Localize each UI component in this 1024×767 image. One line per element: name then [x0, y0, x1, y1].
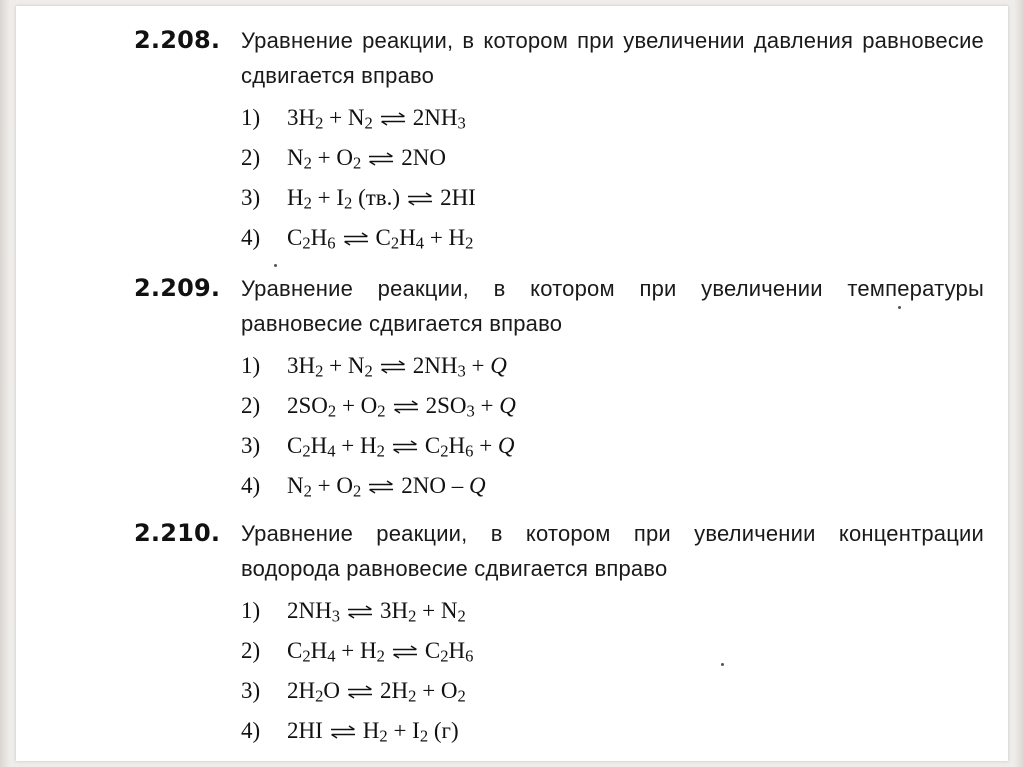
- formula-text: + O: [416, 678, 458, 703]
- reaction-equation: [287, 225, 474, 253]
- equilibrium-arrows-icon: [392, 440, 418, 454]
- subscript: 4: [415, 233, 425, 253]
- equilibrium-arrows-icon: [407, 192, 433, 206]
- reaction-equation: [287, 718, 459, 746]
- formula-text: +: [465, 353, 491, 378]
- problem-2-208: [134, 23, 1004, 258]
- answer-option: [241, 98, 1004, 138]
- formula-text: + O: [311, 473, 353, 498]
- answer-option: [241, 591, 1004, 631]
- subscript: 2: [302, 646, 311, 666]
- print-speck: [721, 663, 724, 666]
- subscript: 2: [353, 153, 362, 173]
- subscript: 2: [457, 686, 466, 706]
- problem-text: Уравнение реакции, в котором при увеличении концентрации водорода равновесие сдвигается вправо: [241, 521, 984, 581]
- subscript: 3: [457, 361, 466, 381]
- formula-text: N: [287, 473, 304, 498]
- formula-text: O: [323, 678, 341, 703]
- formula-text: H: [362, 718, 380, 743]
- equilibrium-arrows-icon: [347, 685, 373, 699]
- answer-options: [134, 98, 1004, 258]
- equilibrium-arrows-icon: [347, 605, 373, 619]
- equilibrium-arrows-icon: [380, 360, 406, 374]
- subscript: 2: [364, 113, 373, 133]
- subscript: 2: [315, 361, 324, 381]
- reaction-equation: [287, 145, 447, 173]
- subscript: 2: [457, 606, 466, 626]
- reaction-equation: [287, 353, 507, 381]
- formula-text: + O: [311, 145, 353, 170]
- subscript: 2: [440, 441, 449, 461]
- problem-stem: [134, 23, 984, 93]
- formula-text: + H: [424, 225, 466, 250]
- formula-text: 2SO: [287, 393, 328, 418]
- print-speck: [898, 306, 901, 309]
- option-index: 3): [241, 185, 261, 210]
- formula-text: 2NH: [412, 353, 458, 378]
- heat-symbol: Q: [490, 353, 507, 378]
- formula-text: + I: [311, 185, 345, 210]
- formula-text: H: [310, 638, 328, 663]
- answer-option: [241, 346, 1004, 386]
- option-index: 2): [241, 393, 261, 418]
- problem-2-210: [134, 516, 1004, 751]
- subscript: 2: [408, 606, 417, 626]
- subscript: 2: [419, 726, 429, 746]
- formula-text: + O: [336, 393, 378, 418]
- subscript: 2: [379, 726, 388, 746]
- problem-number: 2.209.: [134, 274, 221, 302]
- subscript: 2: [327, 401, 337, 421]
- subscript: 2: [315, 686, 324, 706]
- formula-text: H: [287, 185, 304, 210]
- answer-option: [241, 218, 1004, 258]
- answer-option: [241, 386, 1004, 426]
- formula-text: 2NH: [412, 105, 458, 130]
- subscript: 2: [376, 646, 385, 666]
- equilibrium-arrows-icon: [343, 232, 369, 246]
- formula-text: + N: [323, 105, 365, 130]
- formula-text: 2H: [287, 678, 316, 703]
- reaction-equation: [287, 598, 466, 626]
- formula-text: (тв.): [352, 185, 401, 210]
- formula-text: N: [287, 145, 304, 170]
- subscript: 2: [303, 153, 312, 173]
- formula-text: H: [310, 433, 328, 458]
- formula-text: +: [473, 433, 498, 458]
- formula-text: 3H: [287, 105, 316, 130]
- formula-text: H: [448, 638, 466, 663]
- formula-text: C: [287, 225, 303, 250]
- formula-text: C: [375, 225, 391, 250]
- option-index: 1): [241, 598, 261, 623]
- reaction-equation: [287, 433, 515, 461]
- subscript: 2: [440, 646, 449, 666]
- equilibrium-arrows-icon: [380, 112, 406, 126]
- equilibrium-arrows-icon: [330, 725, 356, 739]
- subscript: 2: [315, 113, 324, 133]
- answer-option: [241, 711, 1004, 751]
- equilibrium-arrows-icon: [368, 152, 394, 166]
- reaction-equation: [287, 678, 466, 706]
- formula-text: 3H: [287, 353, 316, 378]
- formula-text: C: [287, 433, 303, 458]
- answer-option: [241, 466, 1004, 506]
- reaction-equation: [287, 105, 466, 133]
- formula-text: + H: [335, 433, 377, 458]
- subscript: 2: [353, 481, 362, 501]
- option-index: 1): [241, 353, 261, 378]
- heat-symbol: Q: [499, 393, 516, 418]
- formula-text: (г): [428, 718, 459, 743]
- equilibrium-arrows-icon: [392, 645, 418, 659]
- formula-text: H: [310, 225, 328, 250]
- formula-text: C: [424, 638, 441, 663]
- problem-stem: [134, 516, 984, 586]
- formula-text: H: [448, 433, 466, 458]
- option-index: 3): [241, 433, 261, 458]
- subscript: 2: [303, 481, 312, 501]
- formula-text: C: [424, 433, 441, 458]
- problem-text: Уравнение реакции, в котором при увеличении давления равновесие сдвигается вправо: [241, 28, 984, 88]
- formula-text: + I: [387, 718, 420, 743]
- subscript: 2: [390, 233, 400, 253]
- formula-text: 2HI: [287, 718, 323, 743]
- document-page: [16, 6, 1008, 761]
- subscript: 2: [376, 441, 385, 461]
- subscript: 6: [465, 646, 474, 666]
- formula-text: + H: [335, 638, 377, 663]
- option-index: 4): [241, 225, 261, 250]
- answer-option: [241, 631, 1004, 671]
- formula-text: 3H: [380, 598, 409, 623]
- equilibrium-arrows-icon: [368, 480, 394, 494]
- subscript: 2: [344, 193, 353, 213]
- formula-text: 2NH: [287, 598, 332, 623]
- subscript: 2: [377, 401, 386, 421]
- answer-option: [241, 178, 1004, 218]
- formula-text: 2NO –: [401, 473, 470, 498]
- option-index: 2): [241, 145, 261, 170]
- problem-number: 2.210.: [134, 519, 221, 547]
- formula-text: + N: [416, 598, 458, 623]
- reaction-equation: [287, 185, 476, 213]
- print-speck: [274, 264, 277, 267]
- answer-option: [241, 671, 1004, 711]
- problem-2-209: [134, 271, 1004, 506]
- reaction-equation: [287, 393, 516, 421]
- formula-text: 2NO: [401, 145, 447, 170]
- heat-symbol: Q: [469, 473, 486, 498]
- subscript: 2: [465, 233, 474, 253]
- formula-text: H: [399, 225, 416, 250]
- formula-text: 2SO: [425, 393, 467, 418]
- problem-stem: [134, 271, 984, 341]
- option-index: 4): [241, 473, 261, 498]
- reaction-equation: [287, 473, 486, 501]
- formula-text: + N: [323, 353, 365, 378]
- subscript: 2: [302, 233, 311, 253]
- subscript: 6: [327, 233, 336, 253]
- subscript: 3: [457, 113, 466, 133]
- formula-text: C: [287, 638, 303, 663]
- subscript: 2: [364, 361, 373, 381]
- subscript: 3: [331, 606, 341, 626]
- answer-options: [134, 591, 1004, 751]
- subscript: 4: [327, 441, 336, 461]
- subscript: 2: [408, 686, 417, 706]
- option-index: 2): [241, 638, 261, 663]
- subscript: 2: [302, 441, 311, 461]
- problem-text: Уравнение реакции, в котором при увеличении температуры равновесие сдвигается вправо: [241, 276, 984, 336]
- answer-option: [241, 138, 1004, 178]
- answer-option: [241, 426, 1004, 466]
- formula-text: 2H: [380, 678, 409, 703]
- formula-text: +: [474, 393, 500, 418]
- reaction-equation: [287, 638, 474, 666]
- subscript: 2: [303, 193, 312, 213]
- subscript: 4: [327, 646, 336, 666]
- heat-symbol: Q: [497, 433, 515, 458]
- problem-number: 2.208.: [134, 26, 221, 54]
- option-index: 1): [241, 105, 261, 130]
- option-index: 3): [241, 678, 261, 703]
- option-index: 4): [241, 718, 261, 743]
- equilibrium-arrows-icon: [393, 400, 419, 414]
- formula-text: 2HI: [440, 185, 476, 210]
- subscript: 6: [465, 441, 474, 461]
- subscript: 3: [466, 401, 475, 421]
- answer-options: [134, 346, 1004, 506]
